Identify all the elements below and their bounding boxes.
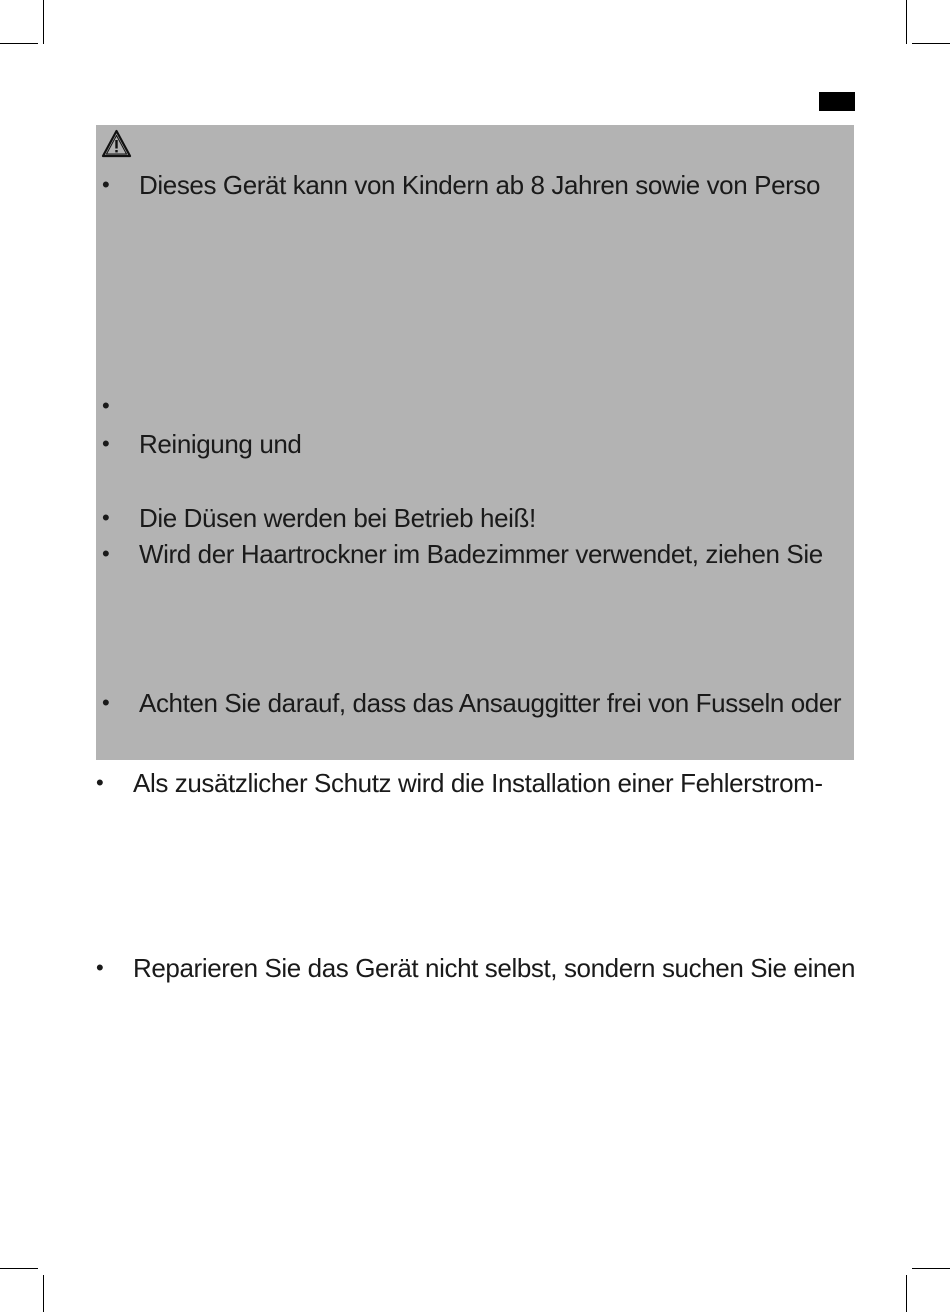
- list-item: [96, 951, 856, 985]
- list-item: [102, 686, 847, 720]
- list-item-text: Reparieren Sie das Gerät nicht selbst, sondern suchen Sie einen: [133, 953, 856, 983]
- list-item-text: Als zusätzlicher Schutz wird die Installation einer Fehlerstrom-: [133, 768, 823, 798]
- list-item: [102, 168, 842, 202]
- list-item: [102, 537, 842, 571]
- list-item: [102, 501, 842, 535]
- list-item-text: Die Düsen werden bei Betrieb heiß!: [139, 503, 536, 533]
- list-item: [96, 766, 850, 800]
- bullet-icon: •: [102, 505, 110, 530]
- crop-mark: [0, 1268, 38, 1269]
- bullet-icon: •: [102, 172, 110, 197]
- crop-mark: [906, 1275, 907, 1312]
- bullet-icon: •: [96, 770, 104, 795]
- crop-mark: [43, 0, 44, 44]
- crop-mark: [912, 43, 950, 44]
- list-item-text: Dieses Gerät kann von Kindern ab 8 Jahren sowie von Perso: [139, 170, 821, 200]
- bullet-icon: •: [96, 955, 104, 980]
- warning-triangle-icon: [101, 129, 132, 159]
- bullet-icon: •: [102, 431, 110, 456]
- crop-mark: [906, 0, 907, 44]
- bullet-icon: •: [102, 393, 110, 418]
- bullet-icon: •: [102, 541, 110, 566]
- list-item-text: Wird der Haartrockner im Badezimmer verwendet, ziehen Sie: [139, 539, 823, 569]
- list-item: [102, 427, 842, 461]
- list-item-text: Achten Sie darauf, dass das Ansauggitter frei von Fusseln oder: [139, 688, 842, 718]
- bullet-icon: •: [102, 690, 110, 715]
- crop-mark: [43, 1275, 44, 1312]
- crop-mark: [0, 43, 38, 44]
- crop-mark: [912, 1268, 950, 1269]
- list-item: [102, 389, 842, 423]
- language-tab-marker: [819, 92, 855, 111]
- list-item-text: Reinigung und: [139, 429, 302, 459]
